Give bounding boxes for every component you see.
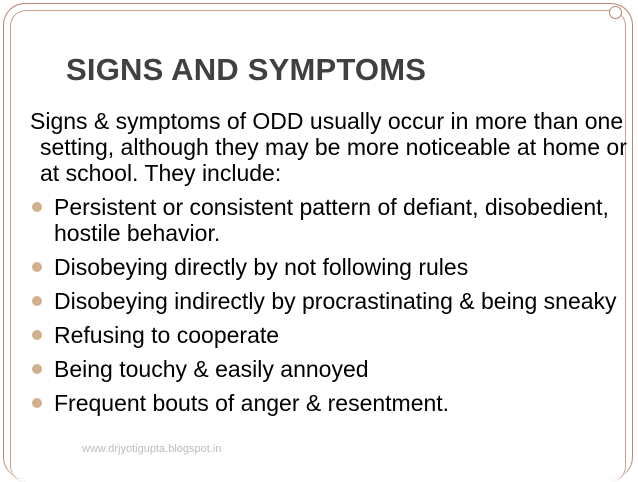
- bullet-icon: [32, 330, 42, 340]
- list-item: [30, 390, 630, 416]
- list-item-text: Refusing to cooperate: [54, 322, 280, 348]
- intro-text: Signs & symptoms of ODD usually occur in more than one setting, although they may be more noticeable at home or at school. They include:: [30, 108, 627, 186]
- list-item-text: Disobeying indirectly by procrastinating & being sneaky: [54, 288, 617, 314]
- bullet-icon: [32, 398, 42, 408]
- list-item: [30, 254, 630, 280]
- slide-title: SIGNS AND SYMPTOMS: [66, 52, 427, 87]
- corner-circle-decoration: [609, 6, 622, 19]
- list-item-text: Disobeying directly by not following rules: [54, 254, 469, 280]
- bullet-icon: [32, 202, 42, 212]
- list-item-text: Persistent or consistent pattern of defiant, disobedient, hostile behavior.: [54, 194, 609, 246]
- slide-body: [30, 108, 630, 424]
- list-item: [30, 288, 630, 314]
- list-item: [30, 356, 630, 382]
- list-item-text: Being touchy & easily annoyed: [54, 356, 369, 382]
- symptom-list: [30, 194, 630, 416]
- list-item: [30, 194, 630, 246]
- list-item-text: Frequent bouts of anger & resentment.: [54, 390, 450, 416]
- bullet-icon: [32, 296, 42, 306]
- bullet-icon: [32, 262, 42, 272]
- watermark-text: www.drjyotigupta.blogspot.in: [82, 443, 222, 455]
- list-item: [30, 322, 630, 348]
- bullet-icon: [32, 364, 42, 374]
